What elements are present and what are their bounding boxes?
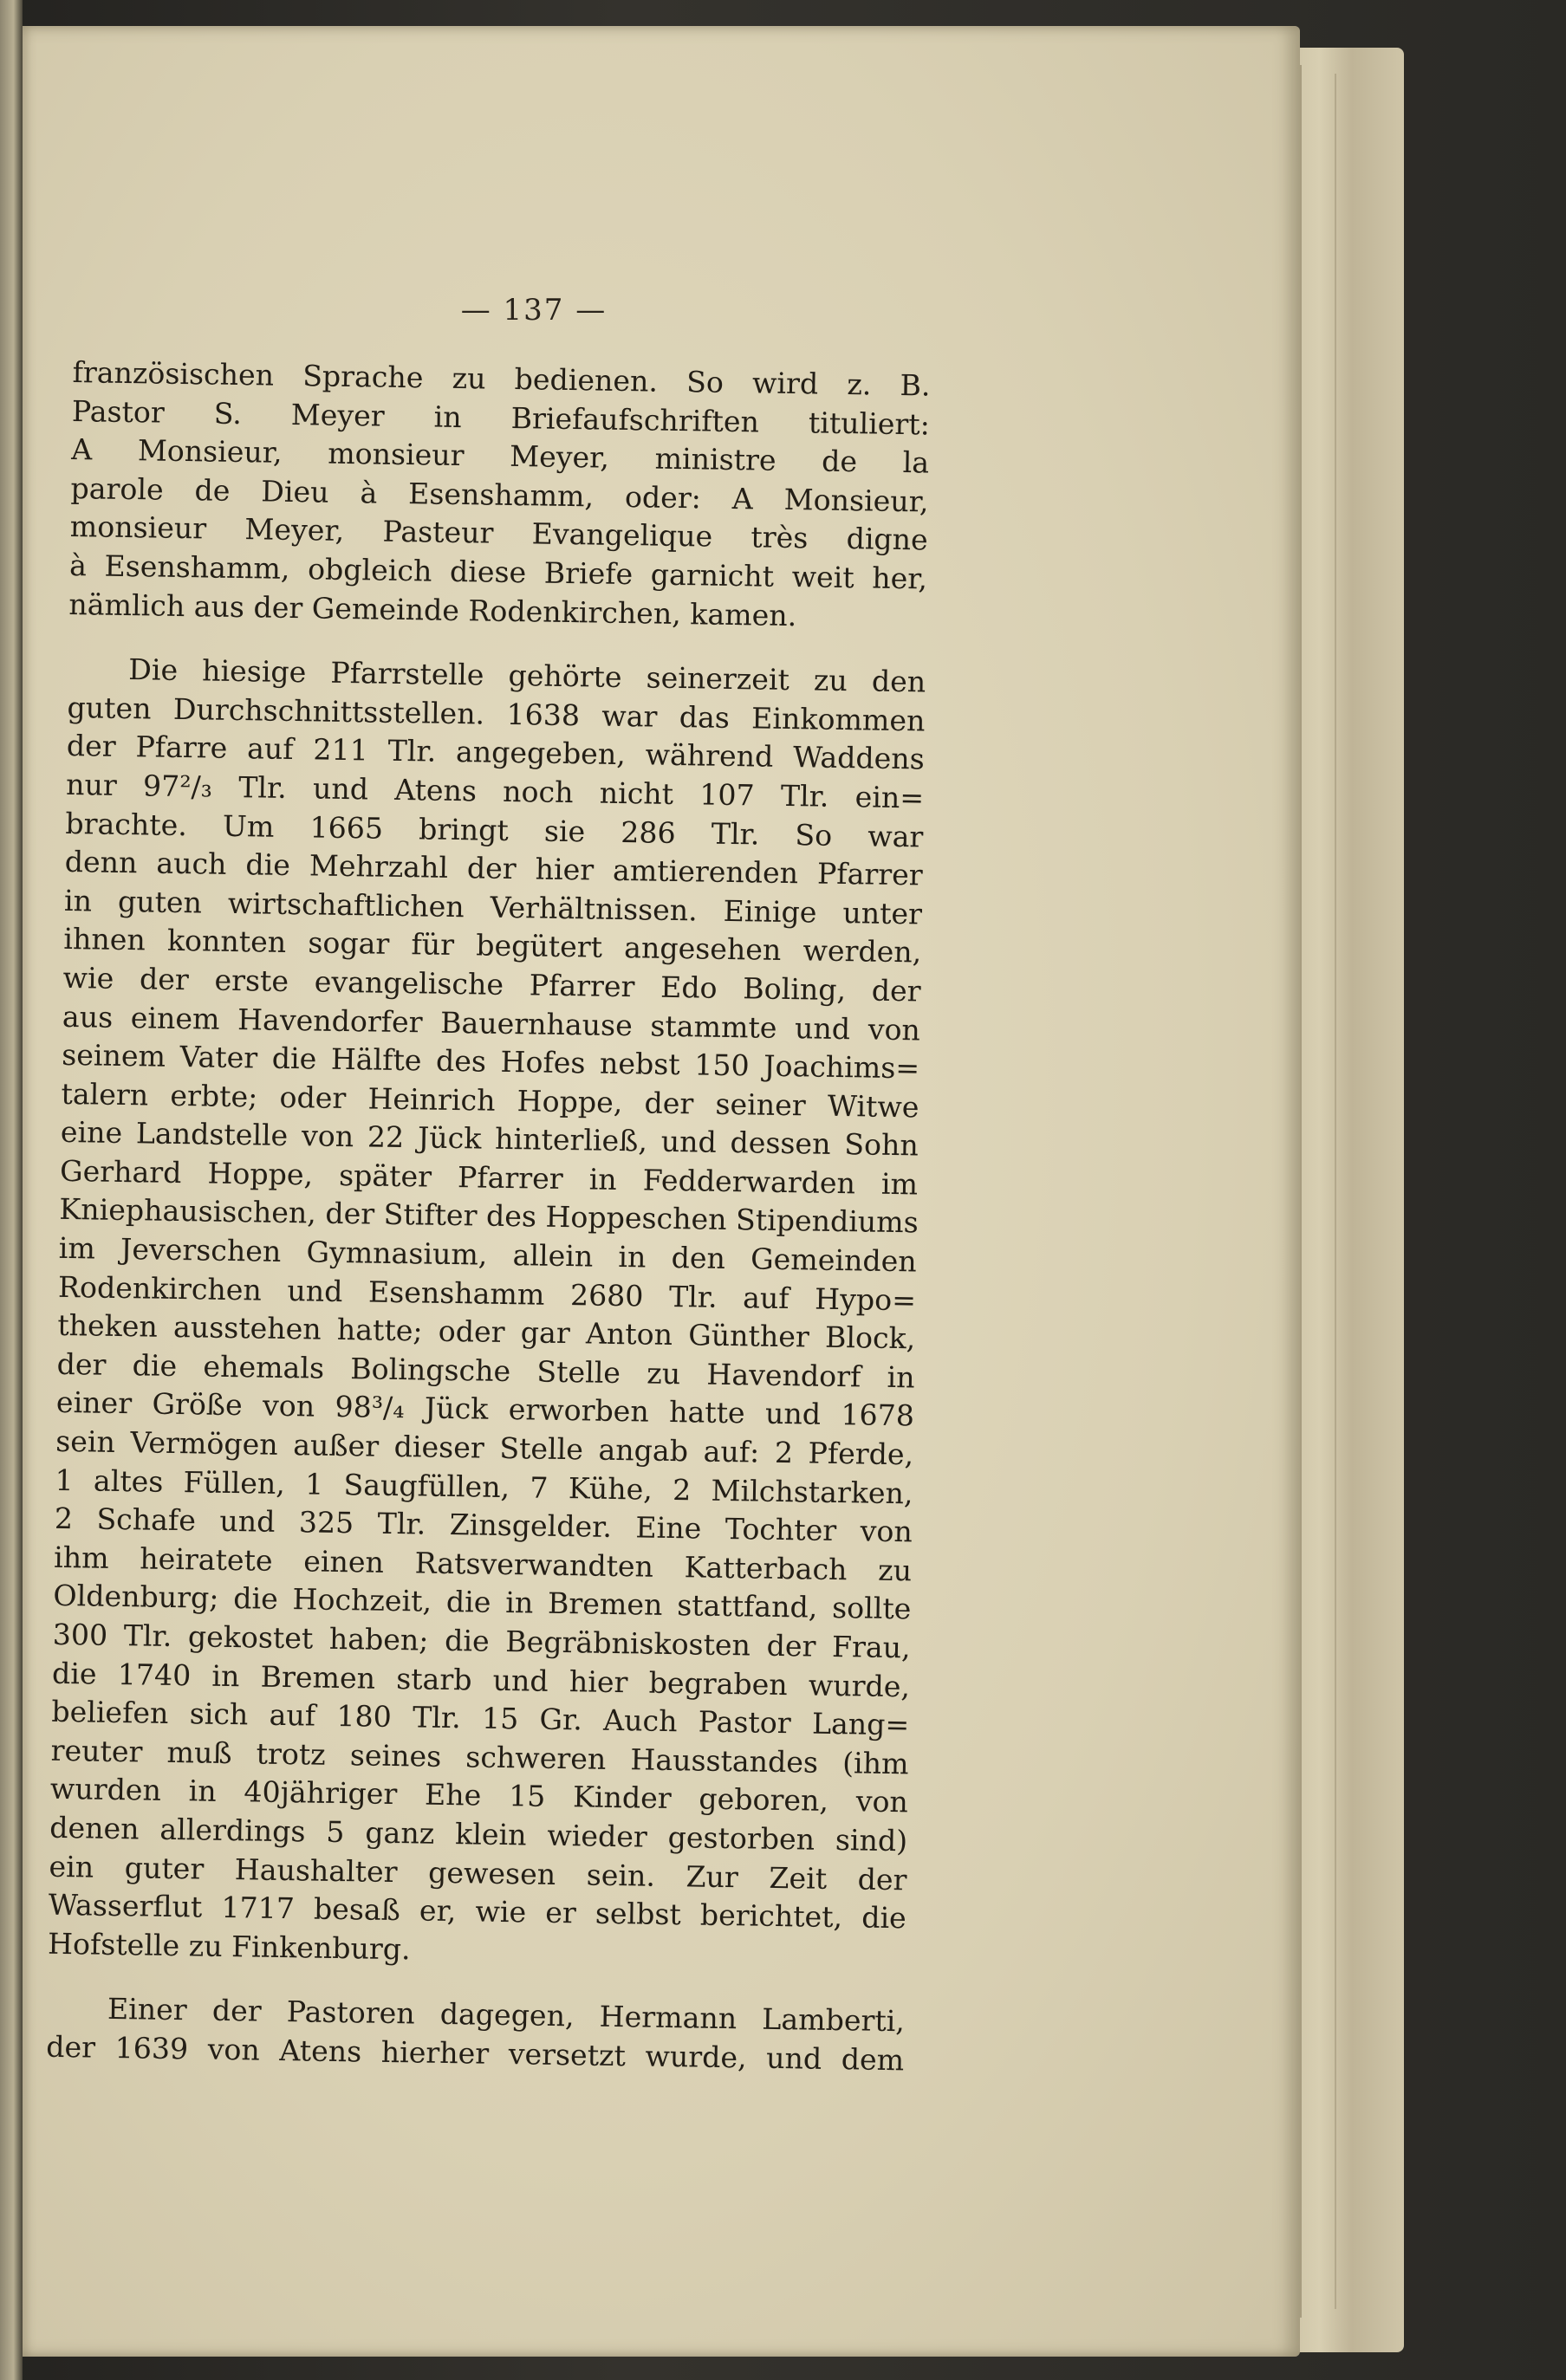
- text-line: im Jeverschen Gymnasium, allein in den Gemeinden: [58, 1230, 917, 1279]
- paragraph: [46, 1989, 905, 2080]
- text-line: denn auch die Mehrzahl der hier amtierenden Pfarrer: [64, 845, 923, 892]
- text-line: wurden in 40jähriger Ehe 15 Kinder geboren, von: [49, 1772, 909, 1819]
- text-line: Pastor S. Meyer in Briefaufschriften tituliert:: [71, 393, 931, 442]
- text-line: Gerhard Hoppe, später Pfarrer in Fedderwarden im: [59, 1153, 919, 1202]
- text-line: 2 Schafe und 325 Tlr. Zinsgelder. Eine Tochter von: [54, 1501, 913, 1549]
- text-line: Oldenburg; die Hochzeit, die in Bremen stattfand, sollte: [53, 1579, 912, 1626]
- text-line: à Esenshamm, obgleich diese Briefe garnicht weit her,: [68, 548, 928, 596]
- paragraph: [68, 353, 931, 638]
- text-line: brachte. Um 1665 bringt sie 286 Tlr. So war: [65, 806, 924, 854]
- text-line: parole de Dieu à Esenshamm, oder: A Monsieur,: [70, 470, 929, 519]
- text-line: ein guter Haushalter gewesen sein. Zur Zeit der: [49, 1849, 907, 1897]
- text-line: Rodenkirchen und Esenshamm 2680 Tlr. auf Hypo=: [57, 1269, 917, 1318]
- text-line: einer Größe von 98³/₄ Jück erworben hatte und 1678: [55, 1385, 915, 1433]
- text-line: Wasserflut 1717 besaß er, wie er selbst berichtet, die: [48, 1887, 907, 1936]
- text-line: Hofstelle zu Finkenburg.: [47, 1926, 411, 1967]
- text-line: ihm heiratete einen Ratsverwandten Katterbach zu: [53, 1540, 913, 1588]
- text-line: in guten wirtschaftlichen Verhältnissen. Einige unter: [63, 883, 923, 931]
- text-line: 1 altes Füllen, 1 Saugfüllen, 7 Kühe, 2 Milchstarken,: [55, 1462, 913, 1511]
- text-line: der Pfarre auf 211 Tlr. angegeben, während Waddens: [66, 729, 926, 776]
- text-line: wie der erste evangelische Pfarrer Edo Boling, der: [62, 960, 921, 1008]
- text-line: aus einem Havendorfer Bauernhause stammte und von: [62, 999, 921, 1047]
- text-line: seinem Vater die Hälfte des Hofes nebst 150 Joachims=: [61, 1037, 920, 1086]
- text-line: reuter muß trotz seines schweren Hausstandes (ihm: [50, 1733, 909, 1781]
- text-line: guten Durchschnittsstellen. 1638 war das Einkommen: [67, 690, 926, 738]
- text-line: französischen Sprache zu bedienen. So wird z. B.: [72, 354, 931, 403]
- text-line: theken ausstehen hatte; oder gar Anton Günther Block,: [57, 1308, 916, 1356]
- text-line: beliefen sich auf 180 Tlr. 15 Gr. Auch Pastor Lang=: [51, 1694, 910, 1742]
- text-line: die 1740 in Bremen starb und hier begraben wurde,: [51, 1656, 911, 1703]
- page-number: — 137 —: [460, 293, 608, 327]
- text-line: nur 97²/₃ Tlr. und Atens noch nicht 107 Tlr. ein=: [65, 767, 925, 815]
- text-line: der die ehemals Bolingsche Stelle zu Havendorf in: [56, 1346, 915, 1395]
- text-line: A Monsieur, monsieur Meyer, ministre de la: [70, 432, 930, 480]
- text-line: Die hiesige Pfarrstelle gehörte seinerzeit zu den: [127, 652, 926, 699]
- text-line: der 1639 von Atens hierher versetzt wurde, und dem: [45, 2029, 905, 2078]
- text-line: 300 Tlr. gekostet haben; die Begräbniskosten der Frau,: [52, 1617, 911, 1665]
- text-line: eine Landstelle von 22 Jück hinterließ, und dessen Sohn: [60, 1115, 919, 1163]
- body-text: [46, 353, 931, 2080]
- text-line: talern erbte; oder Heinrich Hoppe, der seiner Witwe: [61, 1076, 919, 1125]
- text-line: Kniephausischen, der Stifter des Hoppeschen Stipendiums: [59, 1192, 919, 1240]
- text-line: Einer der Pastoren dagegen, Hermann Lamberti,: [107, 1992, 906, 2039]
- text-line: sein Vermögen außer dieser Stelle angab auf: 2 Pferde,: [55, 1423, 914, 1472]
- text-line: nämlich aus der Gemeinde Rodenkirchen, kamen.: [68, 587, 797, 632]
- left-page-edge: [0, 0, 23, 2380]
- paragraph: [48, 650, 926, 1977]
- text-line: monsieur Meyer, Pasteur Evangelique très digne: [69, 509, 929, 557]
- text-line: denen allerdings 5 ganz klein wieder gestorben sind): [49, 1810, 908, 1858]
- book-page: [23, 26, 1300, 2357]
- text-line: ihnen konnten sogar für begütert angesehen werden,: [63, 922, 922, 970]
